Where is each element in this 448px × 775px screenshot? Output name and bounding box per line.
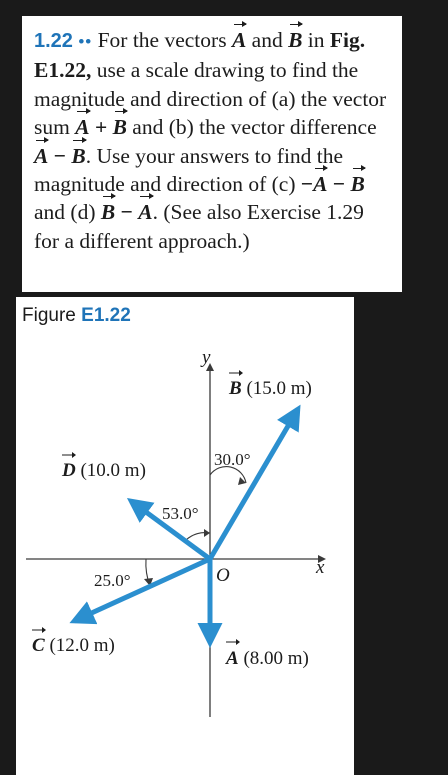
vector-a-magnitude: (8.00 m) [243, 648, 309, 669]
problem-text-1: For the vectors [97, 28, 227, 52]
problem-statement [22, 16, 402, 292]
svg-text:C (12.0 m) [32, 635, 115, 656]
vector-diagram [16, 297, 354, 775]
figure-panel [16, 297, 354, 775]
vector-d-letter: D [62, 460, 76, 481]
vector-a-letter: A [226, 648, 239, 669]
vector-d-magnitude: (10.0 m) [80, 460, 146, 481]
vector-b-symbol: B [71, 143, 86, 168]
figure-reference: Fig. E1.22, [34, 28, 366, 83]
origin-label: O [216, 565, 230, 586]
vector-label-a [225, 639, 309, 669]
svg-text:A (8.00 m) [225, 648, 309, 669]
vector-b-symbol: B [100, 200, 116, 225]
angle-label-d: 53.0° [162, 504, 199, 523]
problem-text-6: and (d) [34, 200, 96, 225]
problem-text-5: . Use your answers to find the magnitude and direction of (c) [34, 143, 344, 197]
problem-text-3: use a scale drawing to find the magnitude and direction of (a) the vector sum [34, 58, 387, 140]
vector-c-magnitude: (12.0 m) [49, 635, 115, 656]
angle-arc-d-arrow [204, 529, 210, 537]
svg-text:D (10.0 m) [61, 460, 146, 481]
vector-a-symbol: A [231, 28, 247, 52]
figure-caption-prefix: Figure [22, 305, 76, 326]
negative-sign: − [300, 172, 314, 197]
vector-b-symbol: B [288, 28, 303, 52]
plus-sign: + [94, 115, 108, 140]
vector-b-symbol: B [350, 172, 365, 197]
vector-b-letter: B [229, 378, 242, 399]
vector-a-symbol: A [138, 200, 153, 225]
minus-sign: − [120, 200, 133, 225]
vector-b-magnitude: (15.0 m) [246, 378, 312, 399]
problem-text-and: and [251, 28, 283, 52]
vector-c-letter: C [32, 635, 45, 656]
axis-y-label: y [202, 347, 211, 368]
problem-number: 1.22 [34, 30, 73, 52]
vector-a-symbol: A [313, 172, 328, 197]
minus-sign: − [53, 143, 66, 168]
svg-text:B (15.0 m) [228, 378, 312, 399]
problem-text-7: . (See also Exercise 1.29 for a different approach.) [34, 200, 364, 253]
minus-sign: − [332, 172, 346, 197]
vector-label-d [61, 452, 146, 481]
problem-text-2: in [307, 28, 325, 52]
angle-label-b: 30.0° [214, 450, 251, 469]
vector-c-arrow [74, 559, 210, 621]
vector-label-c [32, 627, 115, 656]
vector-b-arrow [210, 409, 298, 559]
figure-id: E1.22 [81, 305, 131, 326]
problem-text-4: and (b) the vector difference [132, 115, 377, 140]
vector-a-symbol: A [75, 115, 90, 140]
difficulty-dots: •• [78, 32, 93, 51]
vector-b-symbol: B [112, 115, 127, 140]
axis-x-label: x [316, 557, 325, 578]
vector-label-b [228, 370, 312, 399]
vector-a-symbol: A [34, 143, 49, 168]
angle-label-c: 25.0° [94, 571, 131, 590]
